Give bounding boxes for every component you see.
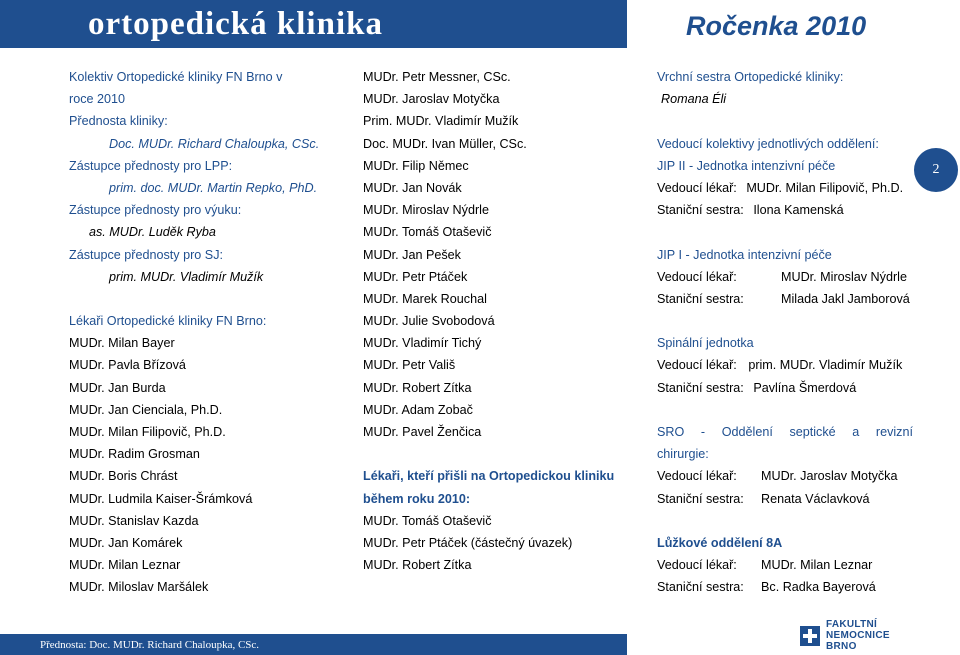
list-item: MUDr. Boris Chrást (69, 469, 178, 484)
sro-doctor-label: Vedoucí lékař: (657, 469, 737, 484)
jip1-nurse-row (657, 288, 917, 310)
hospital-logo (800, 619, 890, 652)
list-item: MUDr. Jan Burda (69, 380, 166, 395)
ward-8a-doctor-label: Vedoucí lékař: (657, 558, 737, 573)
spinal-doctor-label: Vedoucí lékař: (657, 358, 737, 373)
spinal-nurse: Pavlína Šmerdová (753, 380, 857, 395)
list-item: MUDr. Petr Ptáček (částečný úvazek) (363, 535, 573, 550)
jip2-doctor-row (657, 177, 917, 199)
list-item: MUDr. Jan Komárek (69, 535, 183, 550)
sro-title-word: septické (789, 425, 836, 439)
jip1-nurse-label: Staniční sestra: (657, 291, 744, 306)
jip1-doctor-label: Vedoucí lékař: (657, 269, 737, 284)
page-number-badge: 2 (914, 148, 958, 192)
deputy-lpp-name: prim. doc. MUDr. Martin Repko, PhD. (109, 180, 318, 195)
ward-8a-doctor-row (657, 554, 917, 576)
head-nurse-label: Vrchní sestra Ortopedické kliniky: (657, 70, 844, 84)
sro-title-word: SRO (657, 425, 685, 439)
logo-line: NEMOCNICE (826, 630, 890, 641)
list-item: MUDr. Tomáš Otaševič (363, 513, 492, 528)
list-item: MUDr. Jaroslav Motyčka (363, 92, 500, 107)
cross-logo-icon (800, 626, 820, 646)
spinal-nurse-row (657, 377, 917, 399)
staff-column-1 (69, 66, 339, 599)
jip2-nurse-row (657, 199, 917, 221)
doctors-heading: Lékaři Ortopedické kliniky FN Brno: (69, 314, 267, 329)
sro-doctor-row (657, 465, 917, 487)
staff-column-2 (363, 66, 628, 576)
jip2-doctor-label: Vedoucí lékař: (657, 180, 737, 195)
list-item: MUDr. Miroslav Nýdrle (363, 203, 489, 218)
list-item: MUDr. Jan Cienciala, Ph.D. (69, 402, 223, 417)
list-item: MUDr. Radim Grosman (69, 447, 200, 462)
sro-nurse-row (657, 488, 917, 510)
list-item: MUDr. Jan Pešek (363, 247, 461, 262)
ward-8a-nurse-row (657, 576, 917, 598)
staff-column-3 (657, 66, 917, 599)
deputy-teaching-label: Zástupce přednosty pro výuku: (69, 203, 242, 218)
department-heads-heading: Vedoucí kolektivy jednotlivých oddělení: (657, 136, 879, 151)
list-item: Prim. MUDr. Vladimír Mužík (363, 114, 519, 129)
sro-title-word: revizní (875, 425, 913, 439)
list-item: MUDr. Adam Zobač (363, 402, 473, 417)
jip1-title: JIP I - Jednotka intenzivní péče (657, 247, 832, 262)
ward-8a-nurse-label: Staniční sestra: (657, 580, 744, 595)
sro-nurse-label: Staniční sestra: (657, 491, 744, 506)
deputy-lpp-label: Zástupce přednosty pro LPP: (69, 158, 233, 173)
list-item: MUDr. Milan Filipovič, Ph.D. (69, 425, 226, 439)
header-title: ortopedická klinika (88, 6, 383, 42)
collective-heading-line2: roce 2010 (69, 92, 126, 107)
logo-line: BRNO (826, 641, 857, 652)
sro-title-word: - (700, 425, 706, 439)
jip1-doctor: MUDr. Miroslav Nýdrle (781, 269, 907, 284)
yearbook-title: Ročenka 2010 (686, 11, 867, 41)
list-item: MUDr. Pavla Břízová (69, 358, 186, 373)
sro-title-line1 (657, 421, 913, 443)
collective-heading-line1: Kolektiv Ortopedické kliniky FN Brno v (69, 70, 283, 84)
ward-8a-title: Lůžkové oddělení 8A (657, 535, 783, 550)
jip2-nurse-label: Staniční sestra: (657, 203, 744, 218)
list-item: MUDr. Vladimír Tichý (363, 336, 482, 351)
ward-8a-doctor: MUDr. Milan Leznar (761, 558, 873, 573)
list-item: MUDr. Milan Bayer (69, 336, 175, 351)
list-item: MUDr. Robert Zítka (363, 558, 472, 573)
jip1-doctor-row (657, 266, 917, 288)
sro-nurse: Renata Václavková (761, 491, 870, 506)
spinal-doctor-row (657, 354, 917, 376)
head-name: Doc. MUDr. Richard Chaloupka, CSc. (109, 136, 320, 151)
list-item: Doc. MUDr. Ivan Müller, CSc. (363, 136, 527, 151)
list-item: MUDr. Miloslav Maršálek (69, 580, 209, 595)
list-item: MUDr. Tomáš Otaševič (363, 225, 492, 240)
logo-text (826, 619, 890, 652)
new-doctors-heading-line2: během roku 2010: (363, 491, 471, 506)
jip2-nurse: Ilona Kamenská (753, 203, 844, 218)
sro-title-line2: chirurgie: (657, 447, 709, 462)
spinal-doctor: prim. MUDr. Vladimír Mužík (748, 358, 903, 373)
list-item: MUDr. Filip Němec (363, 158, 469, 173)
footer-text: Přednosta: Doc. MUDr. Richard Chaloupka, CSc. (40, 639, 260, 651)
list-item: MUDr. Petr Vališ (363, 358, 456, 373)
list-item: MUDr. Robert Zítka (363, 380, 472, 395)
spinal-unit-title: Spinální jednotka (657, 336, 754, 351)
list-item: MUDr. Milan Leznar (69, 558, 181, 573)
list-item: MUDr. Petr Ptáček (363, 269, 468, 284)
logo-line: FAKULTNÍ (826, 619, 878, 630)
list-item: MUDr. Julie Svobodová (363, 314, 495, 329)
head-label: Přednosta kliniky: (69, 114, 168, 129)
sro-title-word: Oddělení (721, 425, 773, 439)
ward-8a-nurse: Bc. Radka Bayerová (761, 580, 876, 595)
sro-title-word: a (852, 425, 860, 439)
list-item: MUDr. Marek Rouchal (363, 291, 487, 306)
jip2-title: JIP II - Jednotka intenzivní péče (657, 158, 836, 173)
deputy-sj-label: Zástupce přednosty pro SJ: (69, 247, 224, 262)
sro-doctor: MUDr. Jaroslav Motyčka (761, 469, 898, 484)
list-item: MUDr. Petr Messner, CSc. (363, 70, 511, 84)
deputy-teaching-name: as. MUDr. Luděk Ryba (89, 225, 216, 240)
list-item: MUDr. Jan Novák (363, 180, 462, 195)
deputy-sj-name: prim. MUDr. Vladimír Mužík (109, 269, 264, 284)
list-item: MUDr. Stanislav Kazda (69, 513, 199, 528)
jip2-doctor: MUDr. Milan Filipovič, Ph.D. (746, 180, 904, 195)
spinal-nurse-label: Staniční sestra: (657, 380, 744, 395)
head-nurse-name: Romana Éli (661, 92, 727, 107)
jip1-nurse: Milada Jakl Jamborová (781, 291, 910, 306)
list-item: MUDr. Ludmila Kaiser-Šrámková (69, 491, 253, 506)
list-item: MUDr. Pavel Ženčica (363, 425, 482, 439)
new-doctors-heading-line1: Lékaři, kteří přišli na Ortopedickou kliniku (363, 469, 615, 484)
